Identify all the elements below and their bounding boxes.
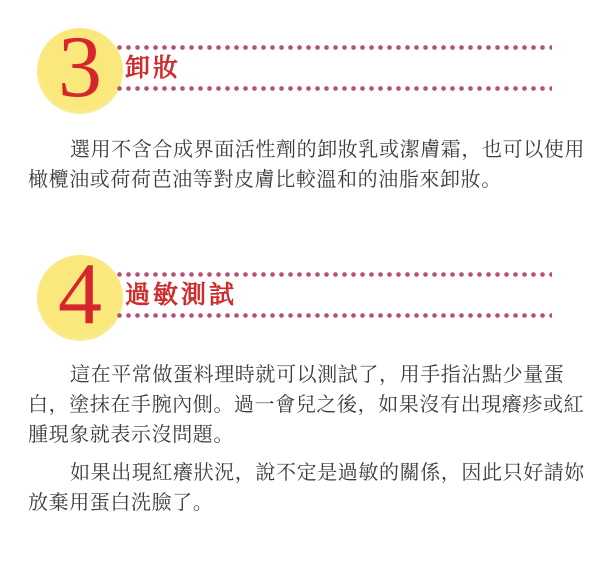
section-3-number-badge (37, 19, 123, 116)
text-line: 這在平常做蛋料理時就可以測試了，用手指沾點少量蛋 (70, 364, 565, 386)
section-3-title: 卸妝 (125, 55, 182, 82)
text-line: 選用不含合成界面活性劑的卸妝乳或潔膚霜，也可以使用 (70, 139, 585, 161)
section-remove-makeup (0, 19, 600, 195)
dotted-rule-bottom (116, 312, 552, 319)
section-3-number: 3 (58, 19, 102, 116)
paragraph (28, 458, 585, 518)
section-4-number: 4 (58, 246, 102, 343)
paragraph (28, 360, 585, 450)
section-3-header (0, 19, 600, 116)
text-line: 如果出現紅癢狀況，說不定是過敏的關係，因此只好請妳 (70, 462, 585, 484)
dotted-rule-top (116, 44, 552, 51)
section-allergy-test (0, 246, 600, 518)
section-4-header (0, 246, 600, 343)
text-line: 白，塗抹在手腕內側。過一會兒之後，如果沒有出現癢疹或紅 (28, 394, 585, 416)
dotted-rule-bottom (116, 85, 552, 92)
section-4-title: 過敏測試 (125, 282, 238, 309)
text-line: 腫現象就表示沒問題。 (28, 424, 234, 446)
section-4-number-badge (37, 246, 123, 343)
text-line: 放棄用蛋白洗臉了。 (28, 492, 214, 514)
paragraph (28, 135, 585, 195)
section-3-title-block (116, 44, 552, 92)
section-4-title-block (116, 271, 552, 319)
text-line: 橄欖油或荷荷芭油等對皮膚比較溫和的油脂來卸妝。 (28, 169, 502, 191)
dotted-rule-top (116, 271, 552, 278)
